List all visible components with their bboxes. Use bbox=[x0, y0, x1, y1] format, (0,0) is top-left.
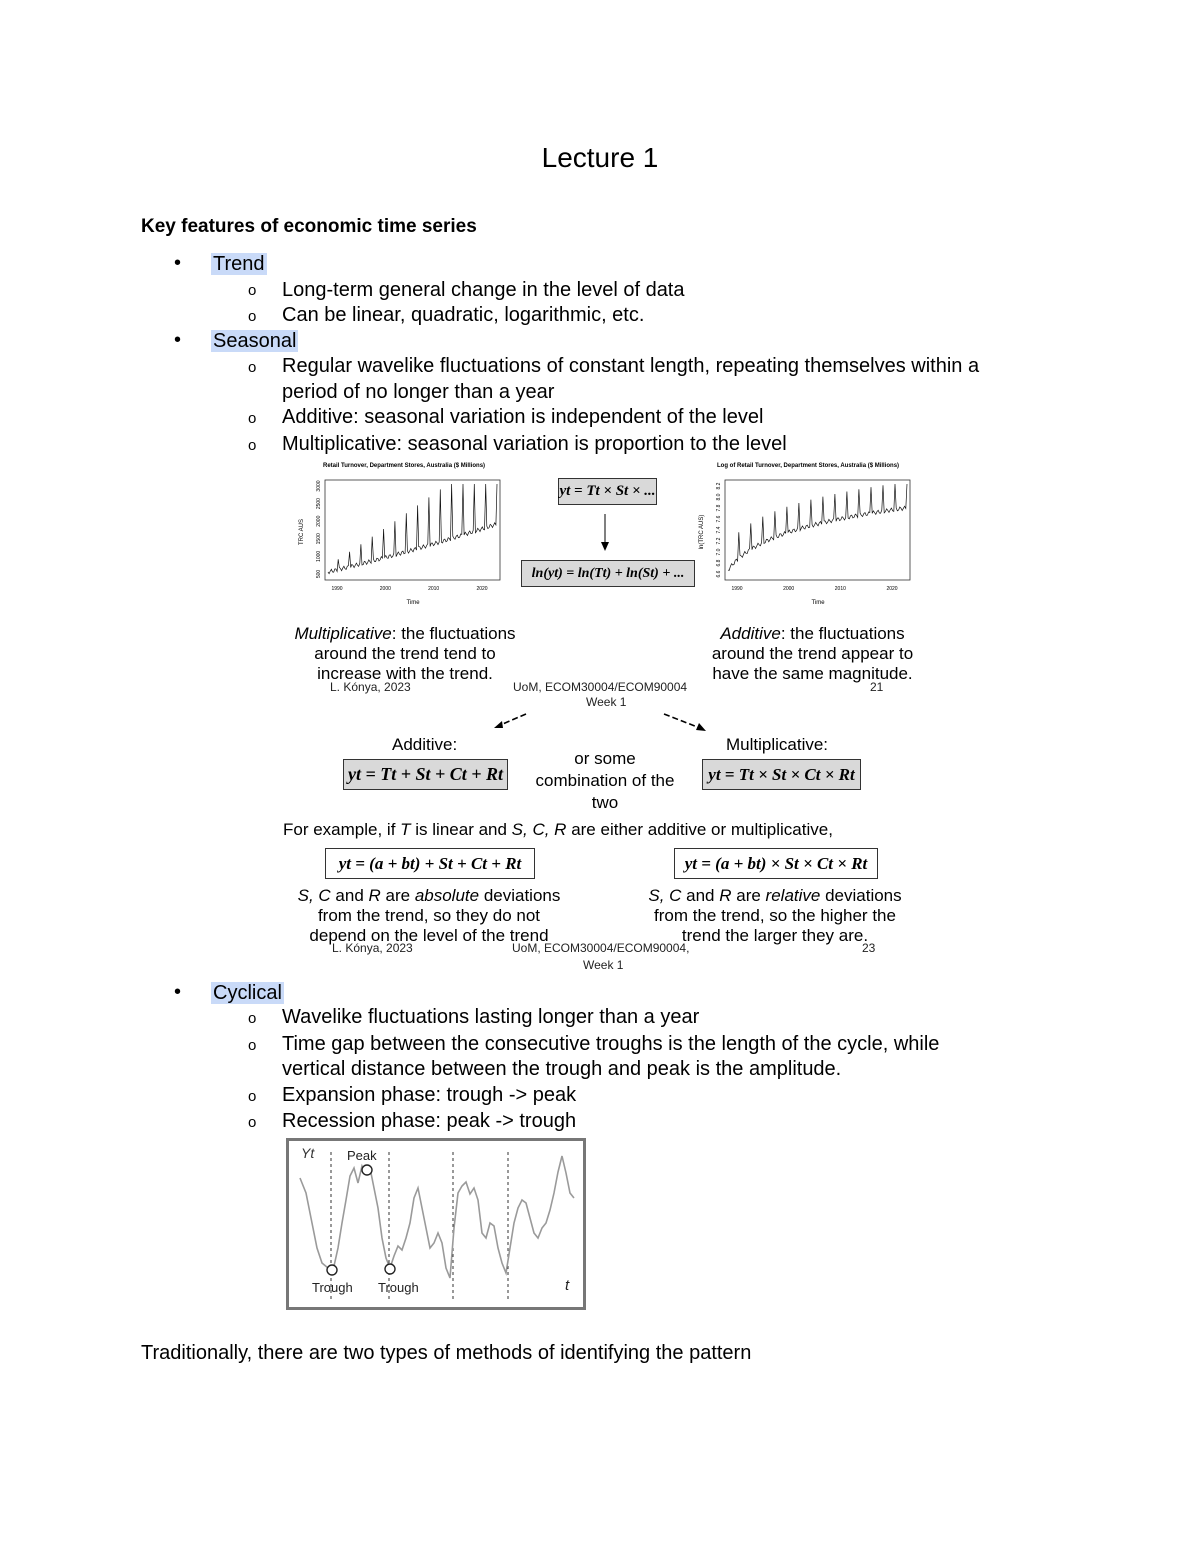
time-axis-label: t bbox=[565, 1277, 570, 1294]
bullet-icon: • bbox=[174, 252, 182, 274]
multiplicative-equation: yt = Tt × St × Ct × Rt bbox=[702, 759, 861, 790]
cyclical-item: Wavelike fluctuations lasting longer than a year bbox=[282, 1006, 700, 1028]
trough-label: Trough bbox=[312, 1280, 353, 1295]
sub-bullet-icon: o bbox=[248, 282, 257, 299]
y-axis-label: Yt bbox=[301, 1145, 315, 1161]
caption-italic: R bbox=[368, 886, 381, 905]
combination-line: or some bbox=[574, 749, 636, 768]
tick-label: 7.4 bbox=[716, 526, 722, 534]
caption-text: : the fluctuations bbox=[780, 624, 905, 643]
caption-line bbox=[280, 886, 578, 906]
example-italic: T bbox=[400, 820, 411, 839]
sub-bullet-icon: o bbox=[248, 359, 257, 376]
seasonal-label bbox=[211, 328, 298, 354]
example-text: For example, if bbox=[283, 820, 401, 839]
tick-label: 500 bbox=[316, 569, 322, 579]
caption-text: are bbox=[380, 886, 415, 905]
log-equation-bottom: ln(yt) = ln(Tt) + ln(St) + ... bbox=[521, 560, 695, 587]
caption-line: have the same magnitude. bbox=[712, 664, 913, 683]
example-text: are either additive or multiplicative, bbox=[566, 820, 833, 839]
tick-label: 3000 bbox=[316, 480, 322, 492]
trend-item: Can be linear, quadratic, logarithmic, etc. bbox=[282, 304, 645, 326]
slide-footer-page: 23 bbox=[862, 941, 876, 955]
additive-caption-line bbox=[695, 624, 930, 644]
caption-line: increase with the trend. bbox=[317, 664, 493, 683]
caption-text: and bbox=[330, 886, 369, 905]
bullet-icon: • bbox=[174, 981, 182, 1003]
tick-label: 1500 bbox=[316, 533, 322, 545]
sub-bullet-icon: o bbox=[248, 1088, 257, 1105]
caption-italic: relative bbox=[765, 886, 821, 905]
caption-emphasis: Additive bbox=[720, 624, 781, 643]
cyclical-item: Time gap between the consecutive troughs is the length of the cycle, while bbox=[282, 1033, 940, 1055]
tick-label: 2010 bbox=[834, 586, 846, 592]
tick-label: 7.6 bbox=[716, 515, 722, 523]
caption-line: depend on the level of the trend bbox=[309, 926, 549, 945]
right-seasonal-chart bbox=[695, 472, 920, 607]
seasonal-item-cont: period of no longer than a year bbox=[282, 381, 555, 403]
trend-label bbox=[211, 251, 267, 277]
multiplicative-caption-line bbox=[285, 624, 525, 644]
tick-label: 2000 bbox=[316, 515, 322, 527]
caption-text: deviations bbox=[479, 886, 561, 905]
sub-bullet-icon: o bbox=[248, 410, 257, 427]
slide-footer-course: UoM, ECOM30004/ECOM90004, bbox=[512, 941, 690, 955]
tick-label: 7.2 bbox=[716, 537, 722, 545]
page-title: Lecture 1 bbox=[541, 142, 659, 173]
cyclical-item: Expansion phase: trough -> peak bbox=[282, 1084, 577, 1106]
arrow-left-icon bbox=[490, 710, 530, 732]
tick-label: 8.0 bbox=[716, 493, 722, 501]
sub-bullet-icon: o bbox=[248, 1114, 257, 1131]
peak-label: Peak bbox=[347, 1148, 377, 1163]
figure-decomposition-slide bbox=[280, 708, 930, 973]
trend-label-text: Trend bbox=[213, 253, 265, 275]
tick-label: 2000 bbox=[783, 586, 795, 592]
caption-line: from the trend, so the higher the bbox=[654, 906, 896, 925]
absolute-deviation-caption bbox=[280, 886, 578, 946]
example-italic: S, C, R bbox=[511, 820, 567, 839]
slide-footer-course: UoM, ECOM30004/ECOM90004 bbox=[513, 680, 688, 694]
relative-deviation-caption bbox=[626, 886, 924, 946]
caption-italic: S, C bbox=[297, 886, 331, 905]
sub-bullet-icon: o bbox=[248, 308, 257, 325]
left-chart-series bbox=[328, 484, 497, 574]
business-cycle-diagram bbox=[286, 1138, 586, 1310]
tick-label: 7.8 bbox=[716, 504, 722, 512]
caption-line: from the trend, so they do not bbox=[317, 906, 541, 925]
caption-text: are bbox=[731, 886, 766, 905]
caption-italic: absolute bbox=[414, 886, 480, 905]
tick-label: 7.0 bbox=[716, 548, 722, 556]
combination-note bbox=[525, 748, 685, 814]
tick-label: 2000 bbox=[379, 586, 391, 592]
seasonal-label-text: Seasonal bbox=[213, 330, 297, 352]
caption-italic: R bbox=[719, 886, 732, 905]
caption-line: trend the larger they are. bbox=[681, 926, 869, 945]
trough-marker-icon bbox=[385, 1264, 395, 1274]
arrow-right-icon bbox=[660, 710, 710, 734]
seasonal-item: Multiplicative: seasonal variation is proportion to the level bbox=[282, 433, 787, 455]
caption-italic: S, C bbox=[648, 886, 682, 905]
left-seasonal-chart bbox=[285, 472, 510, 607]
peak-marker-icon bbox=[362, 1165, 372, 1175]
left-x-ticks bbox=[331, 586, 487, 592]
tick-label: 2010 bbox=[428, 586, 440, 592]
slide-footer-week: Week 1 bbox=[586, 695, 627, 709]
closing-paragraph: Traditionally, there are two types of methods of identifying the pattern bbox=[141, 1342, 752, 1364]
tick-label: 2500 bbox=[316, 498, 322, 510]
sub-bullet-icon: o bbox=[248, 437, 257, 454]
left-y-label: TRC AUS bbox=[299, 518, 305, 546]
right-chart-title: Log of Retail Turnover, Department Stores, Australia ($ Millions) bbox=[717, 463, 900, 469]
slide-footer-author: L. Kónya, 2023 bbox=[330, 680, 411, 694]
trough-marker-icon bbox=[327, 1265, 337, 1275]
caption-emphasis: Multiplicative bbox=[294, 624, 392, 643]
cyclical-item-cont: vertical distance between the trough and peak is the amplitude. bbox=[282, 1058, 842, 1080]
caption-text: deviations bbox=[820, 886, 902, 905]
multiplicative-label: Multiplicative: bbox=[726, 735, 829, 754]
tick-label: 1000 bbox=[316, 550, 322, 562]
log-equation-top: yt = Tt × St × ... bbox=[558, 478, 657, 505]
tick-label: 2020 bbox=[476, 586, 488, 592]
left-x-label: Time bbox=[406, 600, 420, 606]
cyclical-label bbox=[211, 980, 284, 1006]
bullet-icon: • bbox=[174, 329, 182, 351]
tick-label: 1990 bbox=[331, 586, 343, 592]
left-y-ticks bbox=[316, 480, 322, 578]
down-arrow-icon bbox=[600, 514, 610, 552]
figure-seasonal-slide bbox=[285, 458, 925, 708]
slide-footer-page: 21 bbox=[870, 680, 884, 694]
right-x-label: Time bbox=[811, 600, 825, 606]
slide-footer-week: Week 1 bbox=[583, 958, 624, 972]
additive-equation: yt = Tt + St + Ct + Rt bbox=[343, 759, 508, 790]
combination-line: two bbox=[591, 793, 619, 812]
trough-label: Trough bbox=[378, 1280, 419, 1295]
example-text: is linear and bbox=[410, 820, 512, 839]
section-heading: Key features of economic time series bbox=[141, 216, 477, 237]
example-line bbox=[283, 820, 833, 840]
multiplicative-example-equation: yt = (a + bt) × St × Ct × Rt bbox=[674, 848, 878, 879]
caption-text: and bbox=[681, 886, 720, 905]
additive-label: Additive: bbox=[392, 735, 458, 754]
right-chart-series bbox=[728, 484, 907, 570]
cyclical-item: Recession phase: peak -> trough bbox=[282, 1110, 577, 1132]
slide-footer-author: L. Kónya, 2023 bbox=[332, 941, 413, 955]
seasonal-item: Regular wavelike fluctuations of constant length, repeating themselves within a bbox=[282, 355, 980, 377]
right-y-ticks bbox=[716, 482, 722, 577]
additive-example-equation: yt = (a + bt) + St + Ct + Rt bbox=[325, 848, 535, 879]
right-x-ticks bbox=[731, 586, 897, 592]
left-chart-title: Retail Turnover, Department Stores, Australia ($ Millions) bbox=[323, 463, 486, 469]
caption-line: around the trend tend to bbox=[314, 644, 496, 663]
trend-item: Long-term general change in the level of data bbox=[282, 279, 685, 301]
cyclical-label-text: Cyclical bbox=[213, 982, 282, 1004]
caption-text: : the fluctuations bbox=[391, 624, 516, 643]
tick-label: 6.6 bbox=[716, 570, 722, 578]
sub-bullet-icon: o bbox=[248, 1010, 257, 1027]
combination-line: combination of the bbox=[535, 771, 675, 790]
additive-caption bbox=[695, 624, 930, 684]
sub-bullet-icon: o bbox=[248, 1037, 257, 1054]
multiplicative-caption bbox=[285, 624, 525, 684]
tick-label: 2020 bbox=[886, 586, 898, 592]
caption-line bbox=[626, 886, 924, 906]
seasonal-item: Additive: seasonal variation is independent of the level bbox=[282, 406, 764, 428]
caption-line: around the trend appear to bbox=[711, 644, 914, 663]
tick-label: 1990 bbox=[731, 586, 743, 592]
tick-label: 8.2 bbox=[716, 482, 722, 490]
tick-label: 6.8 bbox=[716, 559, 722, 567]
right-y-label: ln(TRC AUS) bbox=[699, 514, 705, 550]
